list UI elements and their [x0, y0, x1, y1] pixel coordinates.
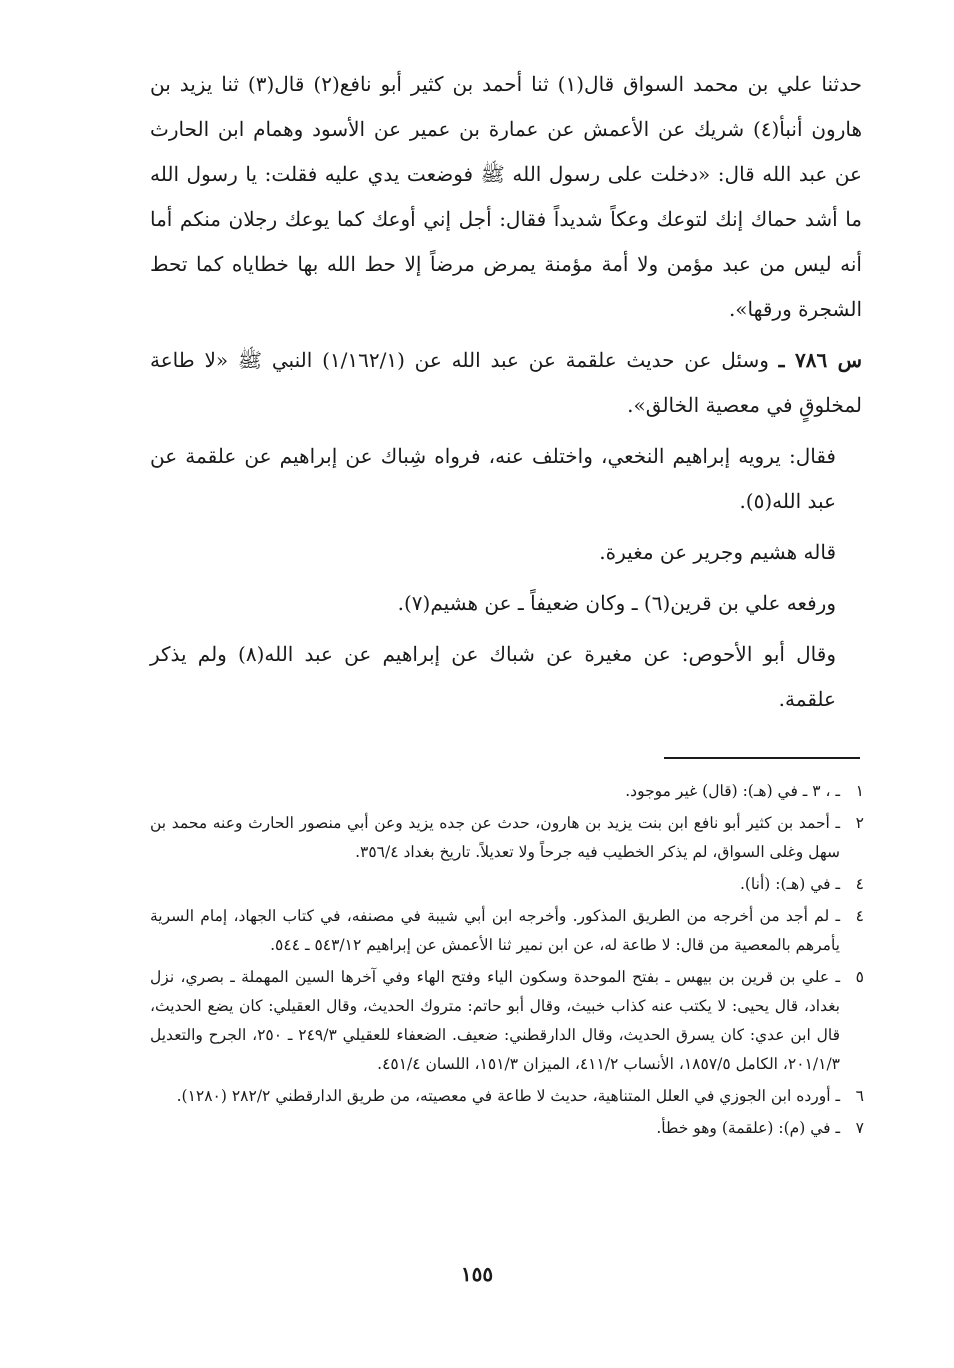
- footnote-text: ـ في (هـ): (أنا).: [739, 875, 840, 893]
- footnote: [150, 777, 864, 806]
- footnote-number: ٤: [855, 875, 864, 893]
- main-text-body: [150, 62, 862, 722]
- footnote: [150, 1082, 864, 1111]
- footnote-text: ـ أحمد بن كثير أبو نافع ابن بنت يزيد بن هارون، حدث عن جده يزيد وعن أبي منصور الحارث وعنه محمد بن سهل وغلى السواق، لم يذكر الخطيب فيه جرحاً ولا تعديلاً. تاريخ بغداد ٣٥٦/٤.: [150, 814, 840, 861]
- footnote-divider: [664, 757, 860, 759]
- narration-paragraph: وقال أبو الأحوص: عن مغيرة عن شباك عن إبراهيم عن عبد الله(٨) ولم يذكر علقمة.: [150, 642, 836, 711]
- footnote: [150, 870, 864, 899]
- footnote-text: ـ لم أجد من أخرجه من الطريق المذكور. وأخرجه ابن أبي شيبة في مصنفه، في كتاب الجهاد، إمام السرية يأمرهم بالمعصية من قال: لا طاعة له، عن ابن نمير ثنا الأعمش عن إبراهيم ٥٤٣/١٢ ـ ٥٤٤.: [150, 907, 840, 954]
- narration-line: قاله هشيم وجرير عن مغيرة.: [599, 540, 836, 564]
- page-number: ١٥٥: [460, 1262, 494, 1286]
- footnote-number: ٧: [855, 1119, 864, 1137]
- footnote-number: ٦: [855, 1087, 864, 1105]
- footnote: [150, 902, 864, 960]
- footnote: [150, 809, 864, 867]
- footnote-text: ـ في (م): (علقمة) وهو خطأ.: [656, 1119, 840, 1137]
- footnote-number: ٢: [855, 814, 864, 832]
- question-paragraph: [150, 338, 862, 428]
- footnote-text: ـ علي بن قرين بن بيهس ـ بفتح الموحدة وسكون الياء وفتح الهاء وفي آخرها السين المهملة ـ بصري، نزل بغداد، قال يحيى: لا يكتب عنه كذاب خبيث، وقال أبو حاتم: متروك الحديث، وقال العقيلي: كان يضع الحديث، قال ابن عدي: كان يسرق الحديث، وقال الدارقطني: ضعيف. الضعفاء للعقيلي ٢٤٩/٣ ـ ٢٥٠، الجرح والتعديل ٢٠١/١/٣، الكامل ١٨٥٧/٥، الأنساب ٤١١/٢، الميزان ١٥١/٣، اللسان ٤٥١/٤.: [150, 968, 840, 1073]
- footnote: [150, 1114, 864, 1143]
- footnotes-section: [150, 777, 864, 1143]
- footnote-number: ١: [855, 782, 864, 800]
- footnote-number: ٤: [855, 907, 864, 925]
- hadith-paragraph: حدثنا علي بن محمد السواق قال(١) ثنا أحمد بن كثير أبو نافع(٢) قال(٣) ثنا يزيد بن هارون أنبأ(٤) شريك عن الأعمش عن عمارة بن عمير عن الأسود وهمام ابن الحارث عن عبد الله قال: «دخلت على رسول الله ﷺ فوضعت يدي عليه فقلت: يا رسول الله ما أشد حماك إنك لتوعك وعكاً شديداً فقال: أجل إني أوعك كما يوعك رجلان منكم أما أنه ليس من عبد مؤمن ولا أمة مؤمنة يمرض مرضاً إلا حط الله بها خطاياه كما تحط الشجرة ورقها».: [150, 72, 862, 321]
- footnote-text: ـ أورده ابن الجوزي في العلل المتناهية، حديث لا طاعة في معصيته، من طريق الدارقطني ٢٨٢/٢ (١٢٨٠).: [176, 1087, 840, 1105]
- question-text: وسئل عن حديث علقمة عن عبد الله عن (١/١٦٢/١) النبي ﷺ «لا طاعة لمخلوقٍ في معصية الخالق».: [150, 348, 862, 417]
- footnote: [150, 963, 864, 1079]
- question-number: س ٧٨٦ ـ: [778, 348, 863, 372]
- narration-line: ورفعه علي بن قرين(٦) ـ وكان ضعيفاً ـ عن هشيم(٧).: [397, 591, 836, 615]
- answer-paragraph: فقال: يرويه إبراهيم النخعي، واختلف عنه، فرواه شِباك عن إبراهيم عن علقمة عن عبد الله(٥).: [150, 444, 836, 513]
- footnote-text: ـ ، ٣ ـ في (هـ): (قال) غير موجود.: [625, 782, 840, 800]
- footnote-number: ٥: [855, 968, 864, 986]
